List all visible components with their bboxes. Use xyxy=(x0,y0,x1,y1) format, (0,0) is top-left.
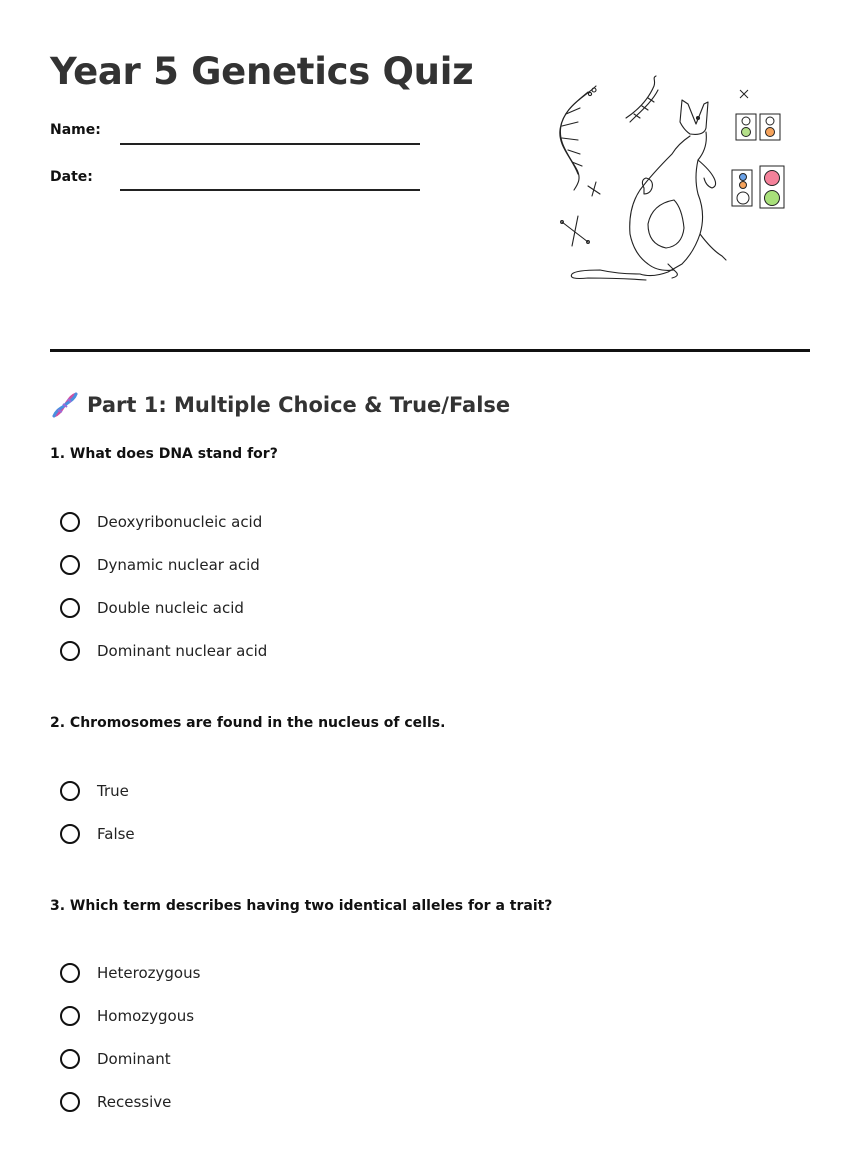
question-2: 2. Chromosomes are found in the nucleus of cells. xyxy=(50,715,446,731)
q3-option-1[interactable] xyxy=(60,963,200,983)
option-label: Deoxyribonucleic acid xyxy=(97,513,263,531)
option-label: Heterozygous xyxy=(97,964,201,982)
option-label: Recessive xyxy=(97,1093,172,1111)
question-3: 3. Which term describes having two identical alleles for a trait? xyxy=(50,898,553,914)
option-label: Dominant xyxy=(97,1050,171,1068)
option-label: Dominant nuclear acid xyxy=(97,642,268,660)
q1-option-2[interactable] xyxy=(60,555,260,575)
question-1: 1. What does DNA stand for? xyxy=(50,446,278,462)
q2-option-1[interactable] xyxy=(60,781,129,801)
name-label: Name: xyxy=(50,122,101,138)
q3-option-2[interactable] xyxy=(60,1006,194,1026)
option-label: Dynamic nuclear acid xyxy=(97,556,260,574)
radio-button[interactable] xyxy=(60,1049,80,1069)
radio-button[interactable] xyxy=(60,824,80,844)
option-label: False xyxy=(97,825,135,843)
radio-button[interactable] xyxy=(60,1092,80,1112)
radio-button[interactable] xyxy=(60,963,80,983)
radio-button[interactable] xyxy=(60,1006,80,1026)
option-label: Double nucleic acid xyxy=(97,599,244,617)
q3-option-3[interactable] xyxy=(60,1049,171,1069)
section-divider xyxy=(50,349,810,352)
page-title: Year 5 Genetics Quiz xyxy=(50,50,474,93)
q1-option-3[interactable] xyxy=(60,598,244,618)
dna-icon xyxy=(50,390,80,420)
radio-button[interactable] xyxy=(60,781,80,801)
radio-button[interactable] xyxy=(60,641,80,661)
date-label: Date: xyxy=(50,169,93,185)
radio-button[interactable] xyxy=(60,555,80,575)
radio-button[interactable] xyxy=(60,598,80,618)
date-field[interactable] xyxy=(120,189,420,191)
q2-option-2[interactable] xyxy=(60,824,135,844)
q1-option-4[interactable] xyxy=(60,641,267,661)
radio-button[interactable] xyxy=(60,512,80,532)
q1-option-1[interactable] xyxy=(60,512,262,532)
option-label: True xyxy=(97,782,129,800)
part1-heading xyxy=(50,390,510,420)
part1-title: Part 1: Multiple Choice & True/False xyxy=(87,393,511,417)
option-label: Homozygous xyxy=(97,1007,195,1025)
q3-option-4[interactable] xyxy=(60,1092,171,1112)
name-field[interactable] xyxy=(120,143,420,145)
kangaroo-genetics-illustration xyxy=(548,74,798,284)
